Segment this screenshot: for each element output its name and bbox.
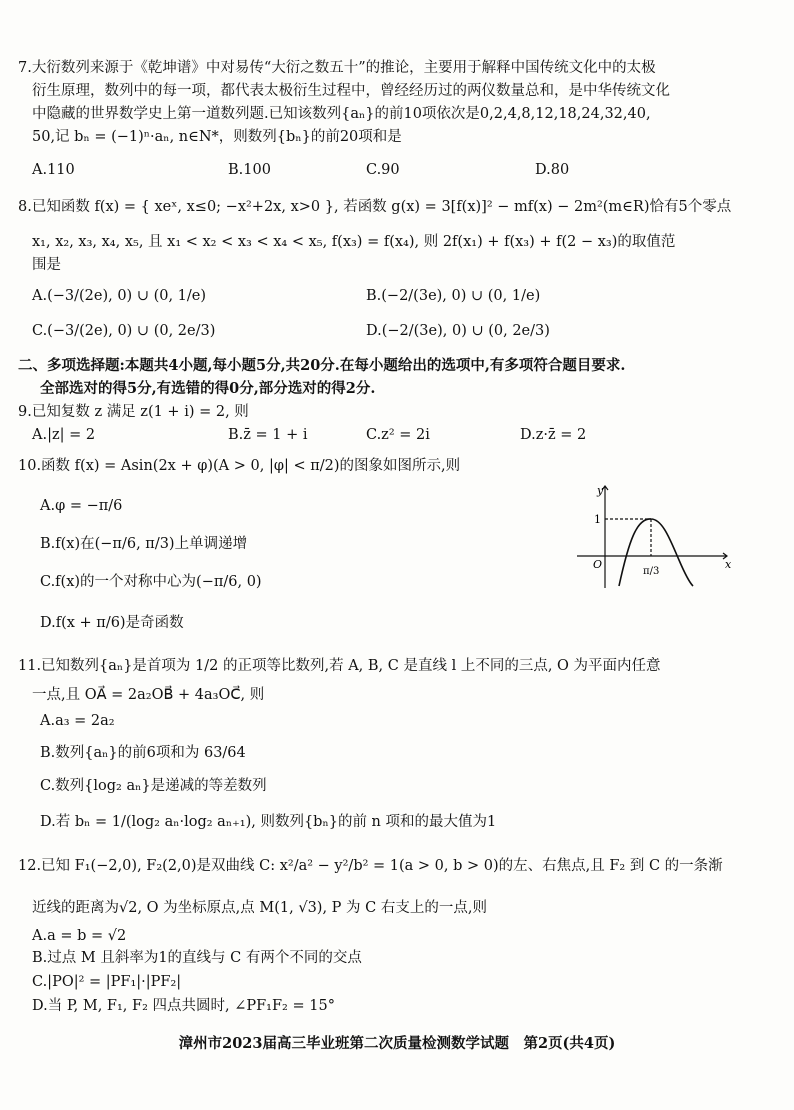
graph-origin-label: O — [593, 558, 603, 571]
q8-line-2: x₁, x₂, x₃, x₄, x₅, 且 x₁ < x₂ < x₃ < x₄ < x₅, f(x₃) = f(x₄), 则 2f(x₁) + f(x₃) + f(2 − x₃)的取值范 — [32, 234, 676, 250]
section-2-scoring: 全部选对的得5分,有选错的得0分,部分选对的得2分. — [40, 380, 376, 397]
q8-line-3: 围是 — [32, 257, 61, 273]
q12-option-b: B.过点 M 且斜率为1的直线与 C 有两个不同的交点 — [32, 950, 362, 966]
q7-option-d: D.80 — [535, 162, 570, 178]
q10-sine-graph — [575, 482, 735, 592]
q11-line-2: 一点,且 OA⃗ = 2a₂OB⃗ + 4a₃OC⃗, 则 — [32, 687, 265, 703]
graph-x-label: x — [725, 558, 732, 571]
q12-option-a: A.a = b = √2 — [32, 928, 127, 944]
q7-option-a: A.110 — [32, 162, 75, 178]
q9-option-b: B.z̄ = 1 + i — [228, 427, 308, 443]
q7-line-2: 衍生原理，数列中的每一项，都代表太极衍生过程中，曾经经历过的两仪数量总和，是中华传统文化 — [32, 83, 670, 99]
q9-option-c: C.z² = 2i — [366, 427, 430, 443]
graph-y-label: y — [597, 484, 604, 497]
section-2-heading: 二、多项选择题:本题共4小题,每小题5分,共20分.在每小题给出的选项中,有多项符合题目要求. — [18, 357, 626, 374]
graph-y-tick: 1 — [594, 513, 601, 526]
q8-option-c: C.(−3/(2e), 0) ∪ (0, 2e/3) — [32, 323, 216, 339]
q11-option-c: C.数列{log₂ aₙ}是递减的等差数列 — [40, 778, 267, 794]
q8-option-b: B.(−2/(3e), 0) ∪ (0, 1/e) — [366, 288, 541, 304]
q12-option-c: C.|PO|² = |PF₁|·|PF₂| — [32, 974, 182, 990]
q9-option-d: D.z·z̄ = 2 — [520, 427, 587, 443]
q11-option-b: B.数列{aₙ}的前6项和为 63/64 — [40, 745, 246, 761]
q10-option-c: C.f(x)的一个对称中心为(−π/6, 0) — [40, 574, 262, 590]
q11-option-a: A.a₃ = 2a₂ — [40, 713, 115, 729]
q10-option-d: D.f(x + π/6)是奇函数 — [40, 615, 184, 631]
q7-line-1: 7.大衍数列来源于《乾坤谱》中对易传“大衍之数五十”的推论，主要用于解释中国传统文化中的太极 — [18, 60, 656, 76]
q10-option-b: B.f(x)在(−π/6, π/3)上单调递增 — [40, 536, 248, 552]
q12-line-2: 近线的距离为√2, O 为坐标原点,点 M(1, √3), P 为 C 右支上的一点,则 — [32, 900, 487, 916]
q9-option-a: A.|z| = 2 — [32, 427, 96, 443]
q10-stem: 10.函数 f(x) = Asin(2x + φ)(A > 0, |φ| < π/2)的图象如图所示,则 — [18, 458, 461, 474]
q9-stem: 9.已知复数 z 满足 z(1 + i) = 2, 则 — [18, 404, 249, 420]
q10-option-a: A.φ = −π/6 — [40, 498, 123, 514]
q12-option-d: D.当 P, M, F₁, F₂ 四点共圆时, ∠PF₁F₂ = 15° — [32, 998, 335, 1014]
q7-line-4: 50,记 bₙ = (−1)ⁿ·aₙ, n∈N*，则数列{bₙ}的前20项和是 — [32, 129, 402, 145]
q11-option-d: D.若 bₙ = 1/(log₂ aₙ·log₂ aₙ₊₁), 则数列{bₙ}的前 n 项和的最大值为1 — [40, 814, 497, 830]
graph-x-tick: π/3 — [643, 566, 660, 577]
page-footer: 漳州市2023届高三毕业班第二次质量检测数学试题 第2页(共4页) — [178, 1035, 616, 1052]
q12-line-1: 12.已知 F₁(−2,0), F₂(2,0)是双曲线 C: x²/a² − y²/b² = 1(a > 0, b > 0)的左、右焦点,且 F₂ 到 C 的一条渐 — [18, 858, 723, 874]
q7-option-b: B.100 — [228, 162, 271, 178]
q7-option-c: C.90 — [366, 162, 400, 178]
q8-option-a: A.(−3/(2e), 0) ∪ (0, 1/e) — [32, 288, 207, 304]
q7-line-3: 中隐藏的世界数学史上第一道数列题.已知该数列{aₙ}的前10项依次是0,2,4,8,12,18,24,32,40, — [32, 106, 651, 122]
q11-line-1: 11.已知数列{aₙ}是首项为 1/2 的正项等比数列,若 A, B, C 是直线 l 上不同的三点, O 为平面内任意 — [18, 658, 661, 674]
q8-line-1: 8.已知函数 f(x) = { xeˣ, x≤0; −x²+2x, x>0 }, 若函数 g(x) = 3[f(x)]² − mf(x) − 2m²(m∈R)恰有5个零点 — [18, 199, 732, 215]
q8-option-d: D.(−2/(3e), 0) ∪ (0, 2e/3) — [366, 323, 550, 339]
